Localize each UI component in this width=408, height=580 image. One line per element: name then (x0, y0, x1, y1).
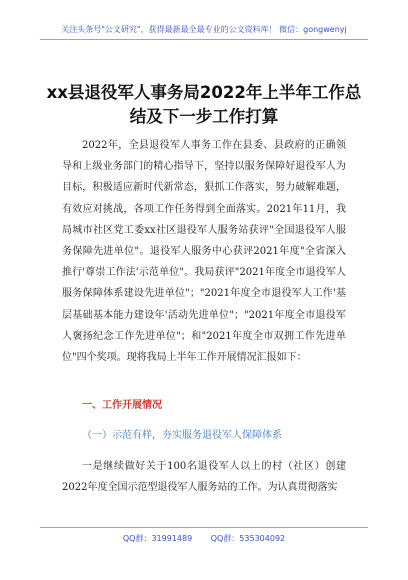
footer-qq-group-1: QQ群：31991489 (122, 534, 193, 543)
subsection-body (62, 456, 346, 498)
subsection-heading-1: （一）示范有样，夯实服务退役军人保障体系 (82, 430, 282, 441)
document-title: xx县退役军人事务局2022年上半年工作总结及下一步工作打算 (46, 83, 362, 126)
footer-contact (40, 533, 368, 544)
intro-section (62, 135, 346, 368)
footer-divider (40, 527, 368, 528)
header-divider (40, 39, 368, 40)
section-heading-1: 一、工作开展情况 (82, 400, 162, 411)
footer-qq-group-2: QQ群：535304092 (210, 534, 286, 543)
subsection-paragraph: 一是继续做好关于100名退役军人以上的村（社区）创建2022年度全国示范型退役军人服务站的工作。为认真贯彻落实 (62, 461, 346, 494)
intro-paragraph: 2022年，全县退役军人事务工作在县委、县政府的正确领导和上级业务部门的精心指导下，坚持以服务保障好退役军人为目标，积极适应新时代新常态，狠抓工作落实，努力破解难题，有效应对挑战，各项工作任务得到全面落实。2021年11月，我局城市社区党工委xx社区退役军人服务站获评"全国退役军人服务保障先进单位"。退役军人服务中心获评2021年度"全省深入推行'尊崇工作法'示范单位"。我局获评"2021年度全市退役军人服务保障体系建设先进单位"；"2021年度全市退役军人工作'基层基础基本能力建设年'活动先进单位"；"2021年度全市退役军人褒扬纪念工作先进单位"；和"2021年度全市双拥工作先进单位"四个奖项。现将我局上半年工作开展情况汇报如下： (62, 140, 346, 364)
header-note: 关注头条号"公文研究"，获得最新最全最专业的公文资料库！ 微信：gongwenyj (61, 25, 347, 34)
